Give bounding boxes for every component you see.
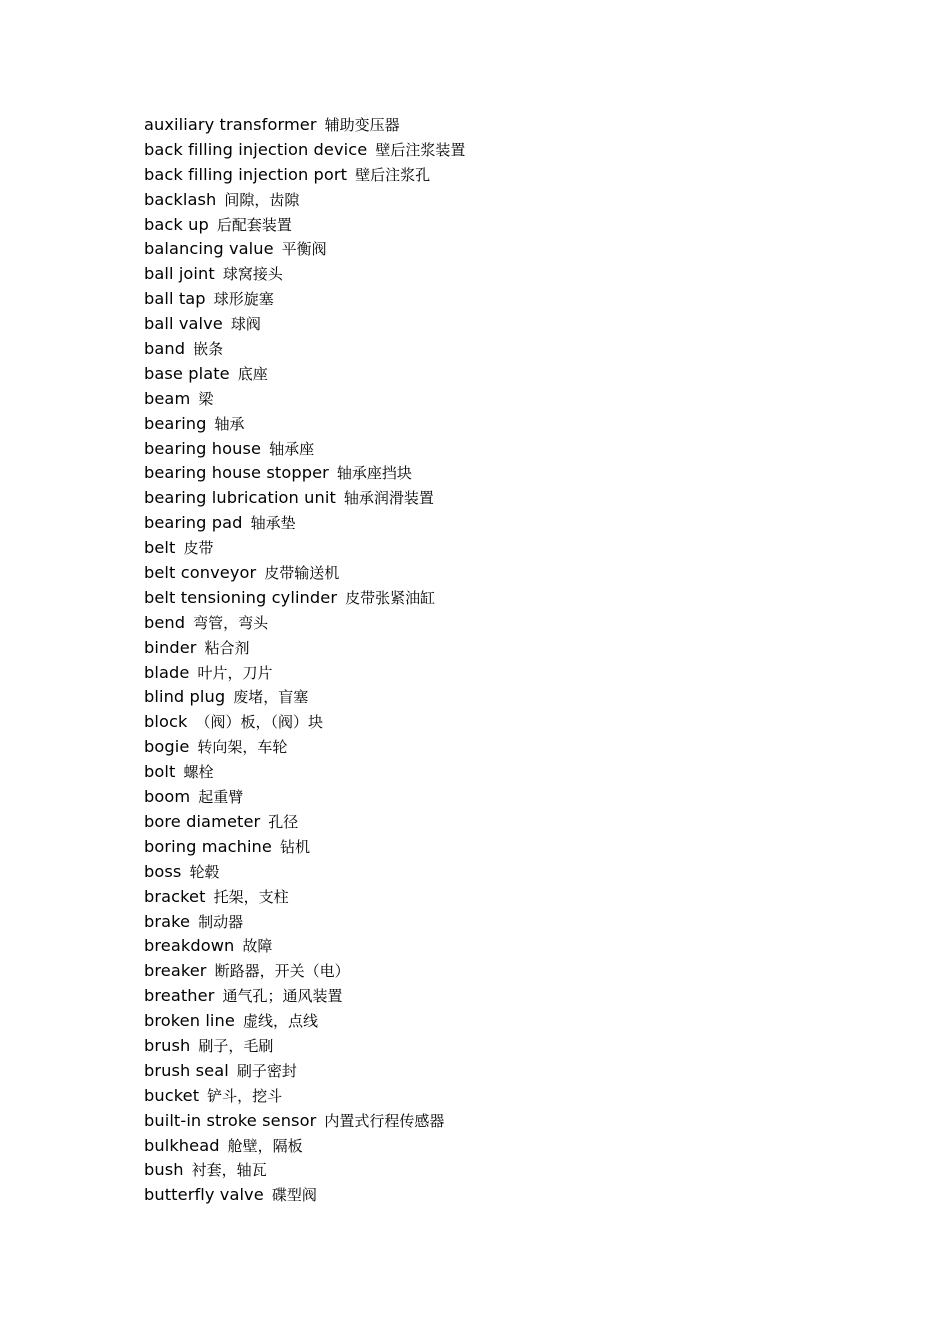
glossary-entry <box>144 959 465 984</box>
entry-definition: 弯管，弯头 <box>193 613 269 632</box>
entry-term: ball tap <box>144 289 206 309</box>
glossary-entry <box>144 287 465 312</box>
entry-term: bend <box>144 612 186 632</box>
entry-definition: 球窝接头 <box>222 265 283 284</box>
glossary-list <box>144 113 465 1208</box>
entry-definition: 叶片，刀片 <box>197 663 273 682</box>
entry-term: bush <box>144 1160 184 1180</box>
entry-term: brush <box>144 1035 191 1055</box>
glossary-entry <box>144 1059 465 1084</box>
entry-definition: 皮带张紧油缸 <box>345 588 436 607</box>
glossary-entry <box>144 561 465 586</box>
entry-term: beam <box>144 388 191 408</box>
entry-definition: 后配套装置 <box>216 215 292 234</box>
entry-definition: 内置式行程传感器 <box>324 1111 445 1130</box>
entry-term: back up <box>144 214 209 234</box>
entry-definition: 壁后注浆装置 <box>375 140 466 159</box>
glossary-entry <box>144 1158 465 1183</box>
entry-definition: （阀）板，（阀）块 <box>195 713 323 732</box>
entry-term: boss <box>144 861 182 881</box>
entry-term: bearing house <box>144 438 262 458</box>
glossary-entry <box>144 461 465 486</box>
glossary-entry <box>144 213 465 238</box>
entry-term: blade <box>144 662 190 682</box>
entry-definition: 球形旋塞 <box>213 290 274 309</box>
glossary-entry <box>144 1134 465 1159</box>
entry-term: bogie <box>144 737 190 757</box>
entry-term: back filling injection port <box>144 164 348 184</box>
glossary-entry <box>144 1084 465 1109</box>
entry-term: auxiliary transformer <box>144 115 317 134</box>
entry-term: broken line <box>144 1011 235 1031</box>
glossary-entry <box>144 685 465 710</box>
entry-definition: 碟型阀 <box>271 1186 317 1205</box>
entry-definition: 废堵，盲塞 <box>233 688 309 707</box>
entry-definition: 轴承座 <box>269 439 315 458</box>
glossary-entry <box>144 486 465 511</box>
entry-term: block <box>144 712 188 732</box>
entry-term: band <box>144 339 186 359</box>
glossary-entry <box>144 785 465 810</box>
glossary-entry <box>144 188 465 213</box>
glossary-entry <box>144 760 465 785</box>
glossary-entry <box>144 885 465 910</box>
entry-definition: 刷子密封 <box>236 1061 297 1080</box>
entry-term: backlash <box>144 189 217 209</box>
glossary-entry <box>144 934 465 959</box>
entry-definition: 轴承垫 <box>250 514 296 533</box>
glossary-entry <box>144 262 465 287</box>
entry-definition: 皮带 <box>183 539 214 558</box>
glossary-entry <box>144 437 465 462</box>
entry-term: base plate <box>144 363 230 383</box>
entry-term: belt tensioning cylinder <box>144 587 338 607</box>
entry-definition: 衬套，轴瓦 <box>191 1161 267 1180</box>
entry-definition: 虚线，点线 <box>242 1012 318 1031</box>
entry-definition: 故障 <box>242 937 273 956</box>
glossary-entry <box>144 536 465 561</box>
entry-definition: 轴承座挡块 <box>336 464 412 483</box>
glossary-entry <box>144 412 465 437</box>
entry-definition: 底座 <box>237 364 268 383</box>
entry-definition: 轮毂 <box>189 862 220 881</box>
glossary-entry <box>144 113 465 138</box>
entry-term: belt conveyor <box>144 563 257 583</box>
entry-term: ball joint <box>144 264 215 284</box>
glossary-entry <box>144 735 465 760</box>
entry-term: ball valve <box>144 314 223 334</box>
entry-term: bulkhead <box>144 1135 220 1155</box>
entry-definition: 螺栓 <box>183 763 214 782</box>
entry-definition: 托架，支柱 <box>213 887 289 906</box>
glossary-entry <box>144 1009 465 1034</box>
glossary-entry <box>144 835 465 860</box>
entry-term: breakdown <box>144 936 235 956</box>
glossary-entry <box>144 387 465 412</box>
entry-definition: 孔径 <box>268 812 299 831</box>
entry-term: brush seal <box>144 1060 229 1080</box>
entry-definition: 粘合剂 <box>204 638 250 657</box>
entry-definition: 嵌条 <box>193 340 224 359</box>
entry-term: brake <box>144 911 191 931</box>
entry-term: bearing pad <box>144 513 243 533</box>
glossary-entry <box>144 337 465 362</box>
glossary-entry <box>144 636 465 661</box>
entry-definition: 球阀 <box>230 315 261 334</box>
entry-term: bucket <box>144 1085 200 1105</box>
entry-definition: 壁后注浆孔 <box>355 165 431 184</box>
glossary-entry <box>144 611 465 636</box>
entry-definition: 通气孔；通风装置 <box>222 987 343 1006</box>
glossary-entry <box>144 511 465 536</box>
entry-term: balancing value <box>144 239 274 259</box>
entry-definition: 辅助变压器 <box>324 116 400 134</box>
entry-definition: 梁 <box>198 389 214 408</box>
glossary-entry <box>144 1109 465 1134</box>
entry-term: bearing lubrication unit <box>144 488 336 508</box>
entry-definition: 钻机 <box>279 837 310 856</box>
entry-term: boom <box>144 787 191 807</box>
glossary-entry <box>144 710 465 735</box>
entry-definition: 转向架，车轮 <box>197 738 288 757</box>
entry-definition: 起重臂 <box>198 788 244 807</box>
glossary-entry <box>144 237 465 262</box>
entry-definition: 制动器 <box>198 912 244 931</box>
glossary-entry <box>144 362 465 387</box>
entry-term: back filling injection device <box>144 139 368 159</box>
entry-definition: 平衡阀 <box>281 240 327 259</box>
entry-term: bracket <box>144 886 206 906</box>
glossary-entry <box>144 860 465 885</box>
entry-term: butterfly valve <box>144 1185 264 1205</box>
entry-definition: 间隙，齿隙 <box>224 190 300 209</box>
entry-definition: 断路器，开关（电） <box>214 962 350 981</box>
entry-term: bearing <box>144 413 207 433</box>
entry-term: bolt <box>144 762 176 782</box>
glossary-entry <box>144 661 465 686</box>
glossary-entry <box>144 984 465 1009</box>
entry-term: belt <box>144 538 176 558</box>
entry-term: built-in stroke sensor <box>144 1110 317 1130</box>
glossary-entry <box>144 586 465 611</box>
entry-definition: 铲斗，挖斗 <box>207 1086 283 1105</box>
entry-term: bearing house stopper <box>144 463 329 483</box>
entry-definition: 刷子，毛刷 <box>198 1036 274 1055</box>
entry-term: breather <box>144 986 215 1006</box>
glossary-entry <box>144 910 465 935</box>
glossary-entry <box>144 312 465 337</box>
glossary-entry <box>144 138 465 163</box>
entry-term: boring machine <box>144 836 272 856</box>
entry-definition: 皮带输送机 <box>264 564 340 583</box>
entry-definition: 舱壁，隔板 <box>227 1136 303 1155</box>
entry-definition: 轴承 <box>214 414 245 433</box>
entry-definition: 轴承润滑装置 <box>343 489 434 508</box>
entry-term: bore diameter <box>144 811 261 831</box>
entry-term: blind plug <box>144 687 226 707</box>
glossary-entry <box>144 1183 465 1208</box>
glossary-entry <box>144 1034 465 1059</box>
glossary-entry <box>144 163 465 188</box>
entry-term: binder <box>144 637 197 657</box>
glossary-entry <box>144 810 465 835</box>
entry-term: breaker <box>144 961 207 981</box>
